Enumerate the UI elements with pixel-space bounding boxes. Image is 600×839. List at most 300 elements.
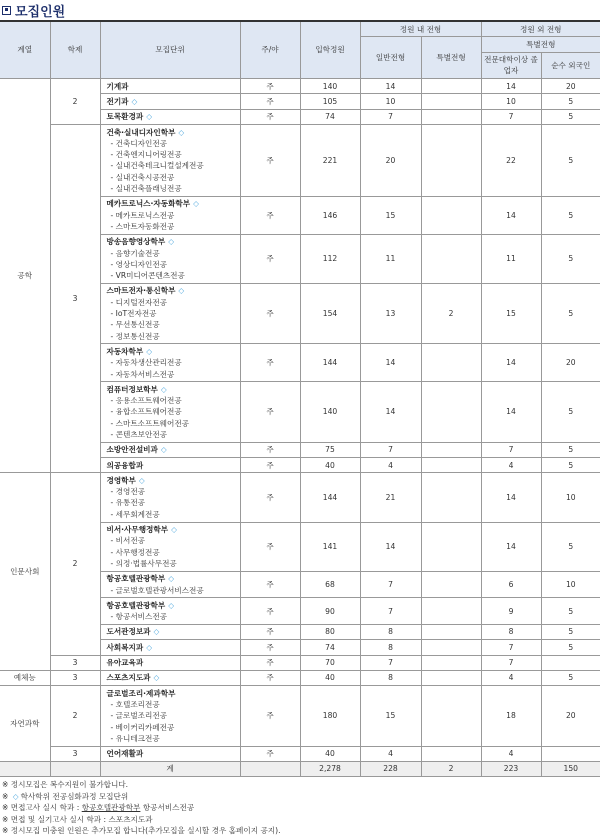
header-unit: 모집단위	[100, 21, 240, 79]
table-row	[0, 746, 600, 761]
header-level: 학제	[50, 21, 100, 79]
foreign-cell: 5	[541, 522, 600, 571]
major-item	[107, 221, 238, 232]
special-cell	[421, 655, 481, 670]
major-name: 호텔조리전공	[115, 699, 160, 709]
major-name: 정보통신전공	[115, 331, 160, 341]
foreign-cell: 20	[541, 79, 600, 94]
foreign-cell: 5	[541, 598, 600, 625]
special-cell	[421, 94, 481, 109]
table-row	[0, 473, 600, 522]
dash: -	[110, 585, 116, 595]
quota-cell: 75	[300, 442, 360, 457]
major-item	[107, 429, 238, 440]
special-cell	[421, 458, 481, 473]
special-cell	[421, 640, 481, 655]
total-quota: 2,278	[300, 761, 360, 776]
foreign-cell: 5	[541, 442, 600, 457]
unit-cell	[100, 196, 240, 234]
quota-cell: 40	[300, 746, 360, 761]
dash: -	[110, 498, 116, 508]
special-cell	[421, 624, 481, 639]
daynight-cell: 주	[240, 283, 300, 343]
foreign-cell: 20	[541, 686, 600, 746]
daynight-cell: 주	[240, 624, 300, 639]
dash: -	[110, 509, 116, 519]
general-cell: 14	[360, 522, 421, 571]
diamond-icon: ◇	[131, 96, 138, 106]
major-item	[107, 486, 238, 497]
unit-name: 경영학부	[106, 475, 136, 485]
quota-cell: 40	[300, 458, 360, 473]
unit-name: 비서·사무행정학부	[106, 525, 169, 535]
unit-cell	[100, 442, 240, 457]
level-cell: 2	[50, 686, 100, 746]
special-cell: 2	[421, 283, 481, 343]
foreign-cell: 5	[541, 125, 600, 197]
header-daynight: 주/야	[240, 21, 300, 79]
level-cell: 3	[50, 125, 100, 473]
major-name: 베이커리카페전공	[115, 722, 175, 732]
unit-cell	[100, 79, 240, 94]
dash: -	[110, 271, 116, 281]
special-cell	[421, 442, 481, 457]
dash: -	[110, 430, 116, 439]
daynight-cell: 주	[240, 442, 300, 457]
general-cell: 21	[360, 473, 421, 522]
general-cell: 7	[360, 571, 421, 598]
unit-cell	[100, 598, 240, 625]
table-row	[0, 686, 600, 746]
major-item	[107, 722, 238, 733]
major-name: 콘텐츠보안전공	[115, 430, 168, 439]
quota-cell: 144	[300, 344, 360, 382]
major-name: 디지털전자전공	[115, 297, 168, 307]
major-item	[107, 395, 238, 406]
special-cell	[421, 571, 481, 598]
diamond-icon: ◇	[12, 791, 19, 801]
quota-cell: 68	[300, 571, 360, 598]
daynight-cell: 주	[240, 746, 300, 761]
dash: -	[110, 172, 116, 182]
major-name: 유니테크전공	[115, 733, 160, 743]
unit-name-line	[107, 236, 238, 247]
table-row	[0, 79, 600, 94]
diamond-icon: ◇	[178, 286, 185, 296]
dash: -	[110, 309, 116, 319]
unit-cell	[100, 234, 240, 283]
major-name: 사무행정전공	[115, 547, 160, 557]
major-name: 자동차생산관리전공	[115, 358, 182, 368]
diamond-icon: ◇	[168, 574, 175, 584]
diamond-icon: ◇	[193, 199, 199, 209]
diamond-icon: ◇	[146, 642, 153, 652]
general-cell: 14	[360, 79, 421, 94]
major-item	[107, 308, 238, 319]
daynight-cell: 주	[240, 571, 300, 598]
major-item	[107, 558, 238, 569]
unit-name-line	[107, 642, 238, 653]
major-name: 세무회계전공	[115, 509, 160, 519]
major-item	[107, 509, 238, 520]
college-grad-cell: 8	[481, 624, 541, 639]
general-cell: 20	[360, 125, 421, 197]
unit-name-line	[107, 688, 238, 699]
unit-name: 글로벌조리·제과학부	[106, 688, 176, 698]
major-item	[107, 270, 238, 281]
unit-name: 유아교육과	[106, 658, 144, 668]
major-name: 융합소프트웨어전공	[115, 407, 182, 417]
quota-cell: 74	[300, 640, 360, 655]
unit-name: 사회복지과	[106, 642, 144, 652]
major-name: 실내건축시공전공	[115, 172, 175, 182]
diamond-icon: ◇	[146, 112, 153, 122]
unit-name: 의공융합과	[106, 460, 144, 470]
unit-cell	[100, 473, 240, 522]
general-cell: 7	[360, 442, 421, 457]
college-grad-cell: 14	[481, 196, 541, 234]
diamond-icon: ◇	[160, 445, 167, 455]
unit-cell	[100, 344, 240, 382]
college-grad-cell: 7	[481, 640, 541, 655]
unit-cell	[100, 686, 240, 746]
major-item	[107, 535, 238, 546]
total-special: 2	[421, 761, 481, 776]
general-cell: 14	[360, 344, 421, 382]
college-grad-cell: 10	[481, 94, 541, 109]
diamond-icon: ◇	[146, 346, 153, 356]
daynight-cell: 주	[240, 598, 300, 625]
diamond-icon: ◇	[138, 475, 145, 485]
college-grad-cell: 6	[481, 571, 541, 598]
major-item	[107, 710, 238, 721]
quota-cell: 180	[300, 686, 360, 746]
quota-cell: 90	[300, 598, 360, 625]
major-name: 글로벌조리전공	[115, 711, 168, 721]
major-name: 응용소프트웨어전공	[115, 396, 182, 406]
unit-cell	[100, 94, 240, 109]
special-cell	[421, 109, 481, 124]
table-row	[0, 670, 600, 685]
unit-name: 메카트로닉스·자동화학부	[106, 199, 191, 209]
college-grad-cell: 18	[481, 686, 541, 746]
major-item	[107, 733, 238, 744]
special-cell	[421, 686, 481, 746]
general-cell: 8	[360, 640, 421, 655]
quota-cell: 112	[300, 234, 360, 283]
header-outside-special: 특별전형	[481, 37, 600, 52]
college-grad-cell: 15	[481, 283, 541, 343]
total-label: 계	[100, 761, 240, 776]
level-cell: 3	[50, 655, 100, 670]
level-cell: 2	[50, 79, 100, 125]
header-special: 특별전형	[421, 37, 481, 79]
daynight-cell: 주	[240, 344, 300, 382]
quota-cell: 141	[300, 522, 360, 571]
dash: -	[110, 407, 116, 417]
major-item	[107, 406, 238, 417]
daynight-cell: 주	[240, 473, 300, 522]
major-name: 무선통신전공	[115, 320, 160, 330]
daynight-cell: 주	[240, 670, 300, 685]
unit-name: 자동차학부	[106, 346, 144, 356]
special-cell	[421, 473, 481, 522]
major-name: 비서전공	[115, 536, 145, 546]
unit-cell	[100, 746, 240, 761]
level-cell: 3	[50, 746, 100, 761]
foreign-cell: 5	[541, 94, 600, 109]
admission-quota-table	[0, 20, 600, 777]
general-cell: 10	[360, 94, 421, 109]
note-1: ※ 정시모집은 복수지원이 불가합니다.	[2, 780, 129, 790]
general-cell: 7	[360, 109, 421, 124]
diamond-icon: ◇	[178, 127, 185, 137]
major-name: 항공서비스전공	[115, 612, 168, 622]
note-4: ※ 면접 및 실기고사 실시 학과 : 스포츠지도과	[2, 814, 153, 824]
college-grad-cell: 14	[481, 344, 541, 382]
major-item	[107, 357, 238, 368]
quota-cell: 140	[300, 79, 360, 94]
college-grad-cell: 4	[481, 746, 541, 761]
unit-name: 스포츠지도과	[106, 673, 151, 683]
diamond-icon: ◇	[171, 525, 177, 535]
major-name: 건축엔지니어링전공	[115, 150, 182, 160]
unit-name: 스마트전자·통신학부	[106, 286, 176, 296]
major-name: 경영전공	[115, 487, 145, 497]
total-grad: 223	[481, 761, 541, 776]
major-item	[107, 699, 238, 710]
major-item	[107, 585, 238, 596]
general-cell: 4	[360, 746, 421, 761]
unit-name-line	[107, 346, 238, 357]
college-grad-cell: 9	[481, 598, 541, 625]
dash: -	[110, 210, 116, 220]
dash: -	[110, 297, 116, 307]
major-item	[107, 611, 238, 622]
group-cell: 자연과학	[0, 686, 50, 762]
foreign-cell: 5	[541, 283, 600, 343]
college-grad-cell: 14	[481, 79, 541, 94]
foreign-cell: 5	[541, 624, 600, 639]
special-cell	[421, 234, 481, 283]
major-name: 자동차서비스전공	[115, 369, 175, 379]
college-grad-cell: 14	[481, 522, 541, 571]
college-grad-cell: 7	[481, 109, 541, 124]
special-cell	[421, 598, 481, 625]
unit-cell	[100, 624, 240, 639]
major-name: 글로벌호텔관광서비스전공	[115, 585, 204, 595]
college-grad-cell: 11	[481, 234, 541, 283]
unit-name-line	[107, 444, 238, 455]
college-grad-cell: 14	[481, 473, 541, 522]
header-group: 계열	[0, 21, 50, 79]
unit-cell	[100, 655, 240, 670]
unit-cell	[100, 522, 240, 571]
dash: -	[110, 150, 116, 160]
daynight-cell: 주	[240, 196, 300, 234]
daynight-cell: 주	[240, 522, 300, 571]
unit-name: 항공호텔관광학부	[106, 600, 166, 610]
note-5: ※ 정시모집 미충원 인원은 추가모집 합니다(추가모집을 실시할 경우 홈페이지 공지).	[2, 826, 281, 836]
dash: -	[110, 722, 116, 732]
special-cell	[421, 344, 481, 382]
unit-name-line	[107, 748, 238, 759]
foreign-cell: 5	[541, 234, 600, 283]
major-item	[107, 138, 238, 149]
major-item	[107, 210, 238, 221]
dash: -	[110, 320, 116, 330]
major-name: 실내건축테크니컬설계전공	[115, 161, 204, 171]
daynight-cell: 주	[240, 79, 300, 94]
header-college-grad: 전문대학이상 졸업자	[481, 52, 541, 79]
dash: -	[110, 612, 116, 622]
major-name: 영상디자인전공	[115, 259, 168, 269]
special-cell	[421, 746, 481, 761]
general-cell: 7	[360, 655, 421, 670]
unit-name-line	[107, 384, 238, 395]
foreign-cell: 5	[541, 670, 600, 685]
unit-name: 컴퓨터정보학부	[106, 384, 158, 394]
unit-name: 기계과	[106, 81, 129, 91]
unit-name-line	[107, 198, 238, 209]
college-grad-cell: 7	[481, 442, 541, 457]
unit-name: 방송음향영상학부	[106, 237, 166, 247]
special-cell	[421, 382, 481, 442]
major-item	[107, 319, 238, 330]
unit-name-line	[107, 96, 238, 107]
dash: -	[110, 558, 116, 568]
general-cell: 14	[360, 382, 421, 442]
major-name: 음향기술전공	[115, 248, 160, 258]
diamond-icon: ◇	[153, 673, 160, 683]
college-grad-cell: 4	[481, 458, 541, 473]
header-foreign: 순수 외국인	[541, 52, 600, 79]
unit-name-line	[107, 111, 238, 122]
major-name: IoT전자전공	[115, 309, 157, 319]
total-row	[0, 761, 600, 776]
total-foreign: 150	[541, 761, 600, 776]
daynight-cell: 주	[240, 686, 300, 746]
unit-name: 항공호텔관광학부	[106, 574, 166, 584]
unit-cell	[100, 640, 240, 655]
diamond-icon: ◇	[153, 627, 160, 637]
daynight-cell: 주	[240, 655, 300, 670]
dash: -	[110, 369, 116, 379]
unit-name-line	[107, 475, 238, 486]
major-item	[107, 248, 238, 259]
quota-cell: 74	[300, 109, 360, 124]
major-item	[107, 160, 238, 171]
unit-name: 언어재활과	[106, 749, 144, 759]
general-cell: 4	[360, 458, 421, 473]
foreign-cell: 5	[541, 196, 600, 234]
dash: -	[110, 536, 116, 546]
college-grad-cell: 7	[481, 655, 541, 670]
major-item	[107, 547, 238, 558]
general-cell: 8	[360, 670, 421, 685]
dash: -	[110, 699, 116, 709]
quota-cell: 146	[300, 196, 360, 234]
group-cell: 예체능	[0, 670, 50, 685]
major-item	[107, 497, 238, 508]
dash: -	[110, 418, 116, 428]
major-name: 실내건축플래닝전공	[115, 184, 182, 194]
foreign-cell: 5	[541, 382, 600, 442]
major-item	[107, 331, 238, 342]
general-cell: 7	[360, 598, 421, 625]
dash: -	[110, 161, 116, 171]
special-cell	[421, 522, 481, 571]
section-title: 모집인원	[0, 0, 600, 20]
college-grad-cell: 14	[481, 382, 541, 442]
dash: -	[110, 248, 116, 258]
general-cell: 11	[360, 234, 421, 283]
unit-name: 건축·실내디자인학부	[106, 127, 176, 137]
header-general: 일반전형	[360, 37, 421, 79]
quota-cell: 105	[300, 94, 360, 109]
dash: -	[110, 733, 116, 743]
unit-cell	[100, 670, 240, 685]
major-name: 유통전공	[115, 498, 145, 508]
major-item	[107, 149, 238, 160]
quota-cell: 70	[300, 655, 360, 670]
unit-name-line	[107, 573, 238, 584]
dash: -	[110, 221, 116, 231]
college-grad-cell: 22	[481, 125, 541, 197]
dash: -	[110, 259, 116, 269]
dash: -	[110, 547, 116, 557]
daynight-cell: 주	[240, 382, 300, 442]
group-cell: 공학	[0, 79, 50, 473]
total-general: 228	[360, 761, 421, 776]
unit-cell	[100, 125, 240, 197]
unit-name: 토목환경과	[106, 112, 144, 122]
square-bullet-icon	[2, 6, 11, 15]
dash: -	[110, 487, 116, 497]
unit-name-line	[107, 657, 238, 668]
foreign-cell	[541, 746, 600, 761]
diamond-icon: ◇	[168, 237, 175, 247]
unit-cell	[100, 571, 240, 598]
general-cell: 13	[360, 283, 421, 343]
foreign-cell: 5	[541, 458, 600, 473]
special-cell	[421, 196, 481, 234]
unit-name: 도서관정보과	[106, 627, 151, 637]
major-name: 건축디자인전공	[115, 138, 168, 148]
general-cell: 8	[360, 624, 421, 639]
daynight-cell: 주	[240, 458, 300, 473]
unit-name-line	[107, 672, 238, 683]
unit-cell	[100, 283, 240, 343]
quota-cell: 80	[300, 624, 360, 639]
dash: -	[110, 711, 116, 721]
foreign-cell: 10	[541, 571, 600, 598]
unit-cell	[100, 109, 240, 124]
daynight-cell: 주	[240, 125, 300, 197]
major-name: 스마트소프트웨어전공	[115, 418, 190, 428]
unit-name-line	[107, 285, 238, 296]
major-item	[107, 259, 238, 270]
note-3: ※ 면접고사 실시 학과 : 항공호텔관광학부 항공서비스전공	[2, 803, 195, 813]
daynight-cell: 주	[240, 109, 300, 124]
unit-name-line	[107, 81, 238, 92]
header-within: 정원 내 전형	[360, 21, 481, 37]
unit-name-line	[107, 600, 238, 611]
diamond-icon: ◇	[160, 384, 167, 394]
major-name: 스마트자동화전공	[115, 221, 175, 231]
table-row	[0, 125, 600, 197]
quota-cell: 40	[300, 670, 360, 685]
